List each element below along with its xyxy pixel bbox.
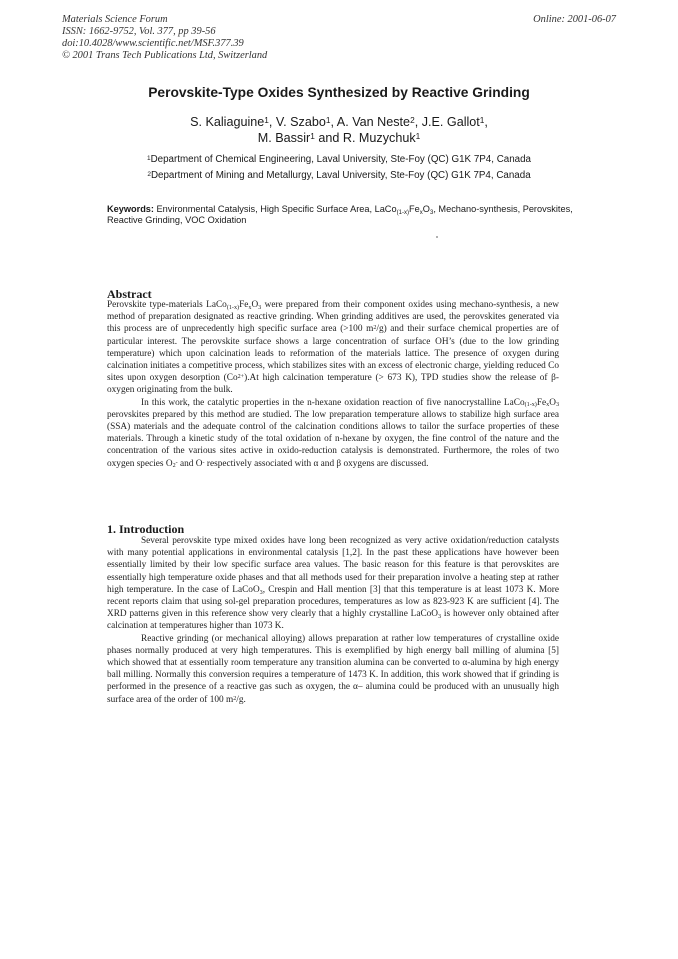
keywords-text: O [422,204,430,214]
abstract-body [107,299,559,470]
subscript: x [419,209,423,216]
abstract-heading: Abstract [107,287,152,301]
keywords-text: , Mechano-synthesis, Perovskites, Reactive Grinding, VOC Oxidation [107,204,573,225]
doi-line[interactable]: doi:10.4028/www.scientific.net/MSF.377.39 [62,38,244,49]
keywords-text: Environmental Catalysis, High Specific Surface Area, LaCo [156,204,397,214]
author-list: S. Kaliaguine$^1$, V. Szabo$^1$, A. Van Neste$^2$, J.E. Gallot$^1$, M. Bassir$^1$ and R. Muzychuk$^1$ [190,115,488,145]
stray-mark [436,236,438,238]
author-name: A. Van Neste [336,115,411,129]
abstract-paragraph: Perovskite type-materials $LaCo_{(1-x)}Fe_xO_3$ were prepared from their component oxides using mechano-synthesis, a new method of preparation designated as reactive grinding. When grinding additives are used, the perovskites generated via this process are of unprecedently high specific surface area (>100 $m^2/g$) and their surface chemical properties are of particular interest. The perovskite surface shows a large concentration of surface OH’s (due to the low grinding temperature) which upon calcination leads to reformation of the materials lattice. The presence of oxygen during calcination initiates a competitive process, which stabilizes sites with an excess of electronic charge, yielding reduced Co sites upon oxygen desorption $(Co^{2+}).At$ high calcination temperature (> 673 K), TPD studies show the release of β-oxygen originating from the bulk. [107,300,560,396]
keywords [107,204,577,226]
affiliation-text: Department of Mining and Metallurgy, Laval University, Ste-Foy (QC) G1K 7P4, Canada [150,170,531,181]
affiliation-text: Department of Chemical Engineering, Laval University, Ste-Foy (QC) G1K 7P4, Canada [150,154,532,165]
affiliation-mark: 1 [325,115,331,126]
intro-paragraph: Reactive grinding (or mechanical alloying) allows preparation at rather low temperatures of crystalline oxide phases normally produced at very high temperatures. This is exemplified by high energy ball milling of alumina [5] which showed that at essentially room temperature any transition alumina can be converted to α-alumina by high energy ball milling. Normally this conversion requires a temperature of 1473 K. In addition, this work showed that if grinding is performed in the presence of a reactive gas such as oxygen, the α– alumina could be produced with an unusually high surface area of the order of 100 $m^2/g$. [107,633,559,705]
affiliation-mark: 1 [146,154,151,162]
and-word: and [318,131,340,145]
author-name: S. Kaliaguine [190,115,265,129]
affiliation-mark: 1 [479,115,485,126]
author-name: M. Bassir [257,131,311,145]
affiliation-mark: 2 [410,115,415,126]
introduction-heading: 1. Introduction [107,522,185,536]
issn-line: ISSN: 1662-9752, Vol. 377, pp 39-56 [62,26,216,37]
keywords-label: Keywords: [107,204,154,214]
journal-header [62,14,422,62]
author-name: V. Szabo [275,115,326,129]
subscript: 3 [429,209,434,216]
affiliation-mark: 1 [415,131,421,142]
subscript: (1-x) [396,209,410,216]
affiliation-mark: 1 [264,115,269,126]
keywords-text: Fe [409,204,420,214]
affiliation-mark: 1 [310,131,315,142]
author-name: R. Muzychuk [342,131,416,145]
journal-name: Materials Science Forum [62,14,168,25]
author-name: J.E. Gallot [421,115,480,129]
intro-paragraph: Several perovskite type mixed oxides have long been recognized as very active oxidation/reduction catalysts with many potential applications in environmental catalysis [1,2]. In the past these applications have however been essentially limited by their low specific surface area values. The basic reason for this feature is that perovskites are essentially high temperature oxide phases and that all methods used for their preparation involve a heating step at rather high temperature. In the case of LaCoO$_3$, Crespin and Hall mention [3] that this temperature is at least 1073 K. More recent reports claim that using sol-gel preparation procedures, temperatures as low as 823-923 K are sufficient [4]. The XRD patterns given in this reference show very clearly that a highly crystalline LaCoO$_3$ is however only obtained after calcination at temperatures higher than 1073 K. [107,536,559,632]
affiliation-2 [0,168,678,184]
paper-title: Perovskite-Type Oxides Synthesized by Reactive Grinding [148,85,530,100]
affiliation-1 [0,152,678,168]
affiliations [0,152,678,184]
abstract-paragraph: In this work, the catalytic properties in the n-hexane oxidation reaction of five nanocrystalline $LaCo_{(1-x)}Fe_xO_3$ perovskites prepared by this method are studied. The low preparation temperature allows to stabilize high surface area (SSA) materials and the adequate control of the calcination conditions allows to tailor the surface properties of these materials. Through a kinetic study of the total oxidation of n-hexane by oxygen, the fine control of the nature and the concentration of the various sites active in oxido-reduction catalysis is demonstrated. Furthermore, the roles of two oxygen species $O_2^-$ and O- respectively associated with α and β oxygens are discussed. [107,397,559,470]
copyright-line: © 2001 Trans Tech Publications Ltd, Switzerland [62,50,268,61]
online-date: Online: 2001-06-07 [533,14,616,25]
affiliation-mark: 2 [147,170,151,178]
introduction-body [107,535,559,706]
